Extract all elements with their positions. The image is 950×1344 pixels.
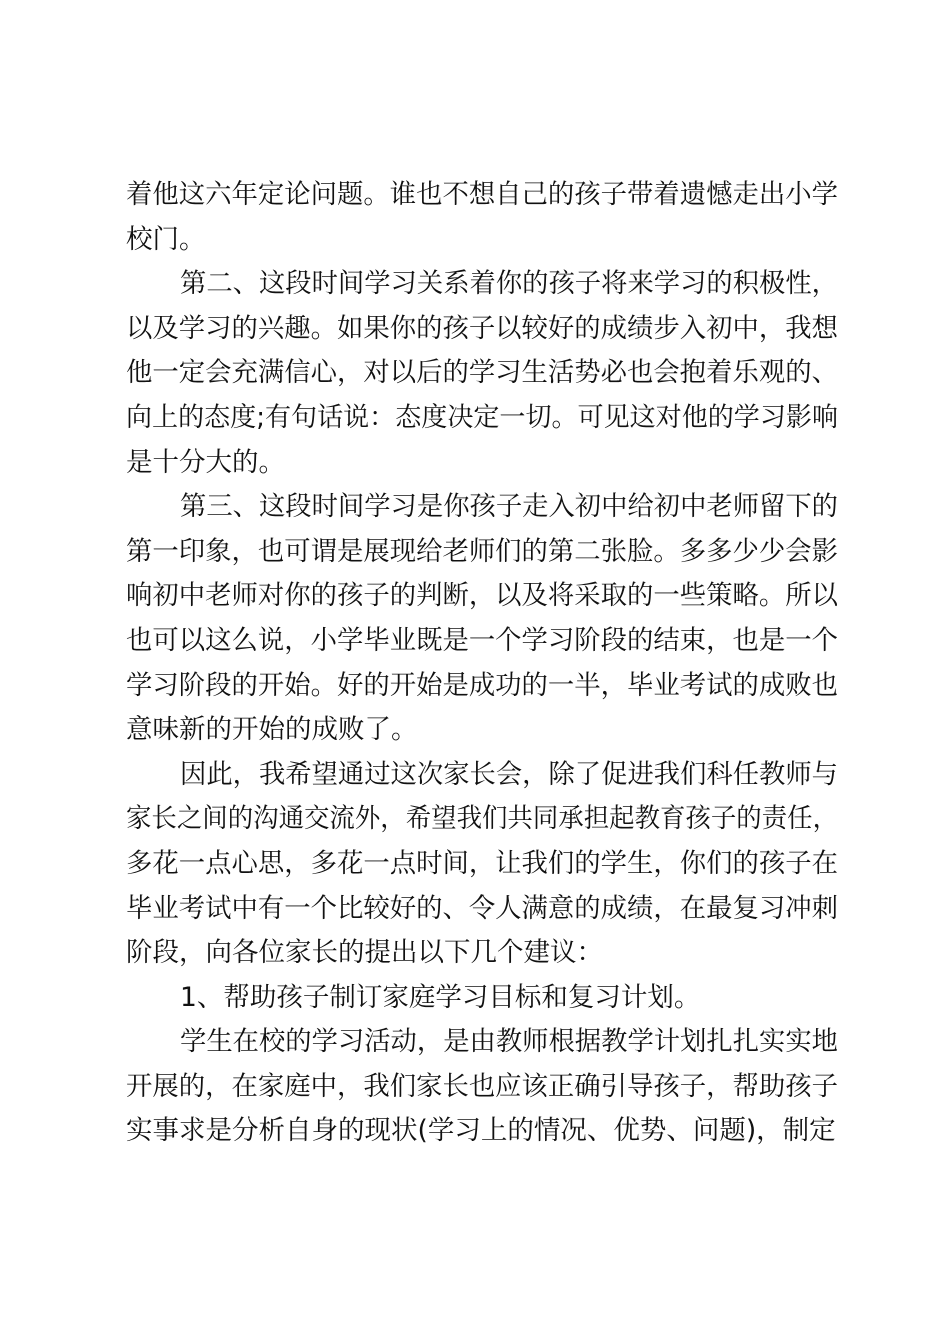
text-line: 学生在校的学习活动，是由教师根据教学计划扎扎实实地 xyxy=(180,1026,838,1058)
text-line: 以及学习的兴趣。如果你的孩子以较好的成绩步入初中，我想 xyxy=(126,312,838,344)
text-line: 学习阶段的开始。好的开始是成功的一半，毕业考试的成败也 xyxy=(126,669,838,701)
text-line: 开展的，在家庭中，我们家长也应该正确引导孩子，帮助孩子 xyxy=(126,1070,838,1102)
text-line: 意味新的开始的成败了。 xyxy=(126,714,418,746)
text-line: 校门。 xyxy=(126,223,206,255)
text-line: 实事求是分析自身的现状(学习上的情况、优势、问题)，制定 xyxy=(126,1115,836,1147)
text-line: 毕业考试中有一个比较好的、令人满意的成绩，在最复习冲刺 xyxy=(126,892,838,924)
text-line: 是十分大的。 xyxy=(126,446,285,478)
text-line: 响初中老师对你的孩子的判断，以及将采取的一些策略。所以 xyxy=(126,580,838,612)
text-line: 着他这六年定论问题。谁也不想自己的孩子带着遗憾走出小学 xyxy=(126,179,838,210)
document-body xyxy=(126,173,838,1154)
text-line: 第一印象，也可谓是展现给老师们的第二张脸。多多少少会影 xyxy=(126,535,838,567)
text-line: 多花一点心思，多花一点时间，让我们的学生，你们的孩子在 xyxy=(126,847,838,879)
text-line: 阶段，向各位家长的提出以下几个建议： xyxy=(126,937,603,969)
text-line: 他一定会充满信心，对以后的学习生活势必也会抱着乐观的、 xyxy=(126,357,838,389)
text-line: 家长之间的沟通交流外，希望我们共同承担起教育孩子的责任， xyxy=(126,803,838,835)
text-line: 1、帮助孩子制订家庭学习目标和复习计划。 xyxy=(180,981,701,1013)
text-line: 第二、这段时间学习关系着你的孩子将来学习的积极性， xyxy=(180,268,838,300)
text-line: 也可以这么说，小学毕业既是一个学习阶段的结束，也是一个 xyxy=(126,624,838,656)
text-line: 因此，我希望通过这次家长会，除了促进我们科任教师与 xyxy=(180,758,838,790)
text-line: 向上的态度;有句话说：态度决定一切。可见这对他的学习影响 xyxy=(126,401,838,433)
text-line: 第三、这段时间学习是你孩子走入初中给初中老师留下的 xyxy=(180,491,838,523)
